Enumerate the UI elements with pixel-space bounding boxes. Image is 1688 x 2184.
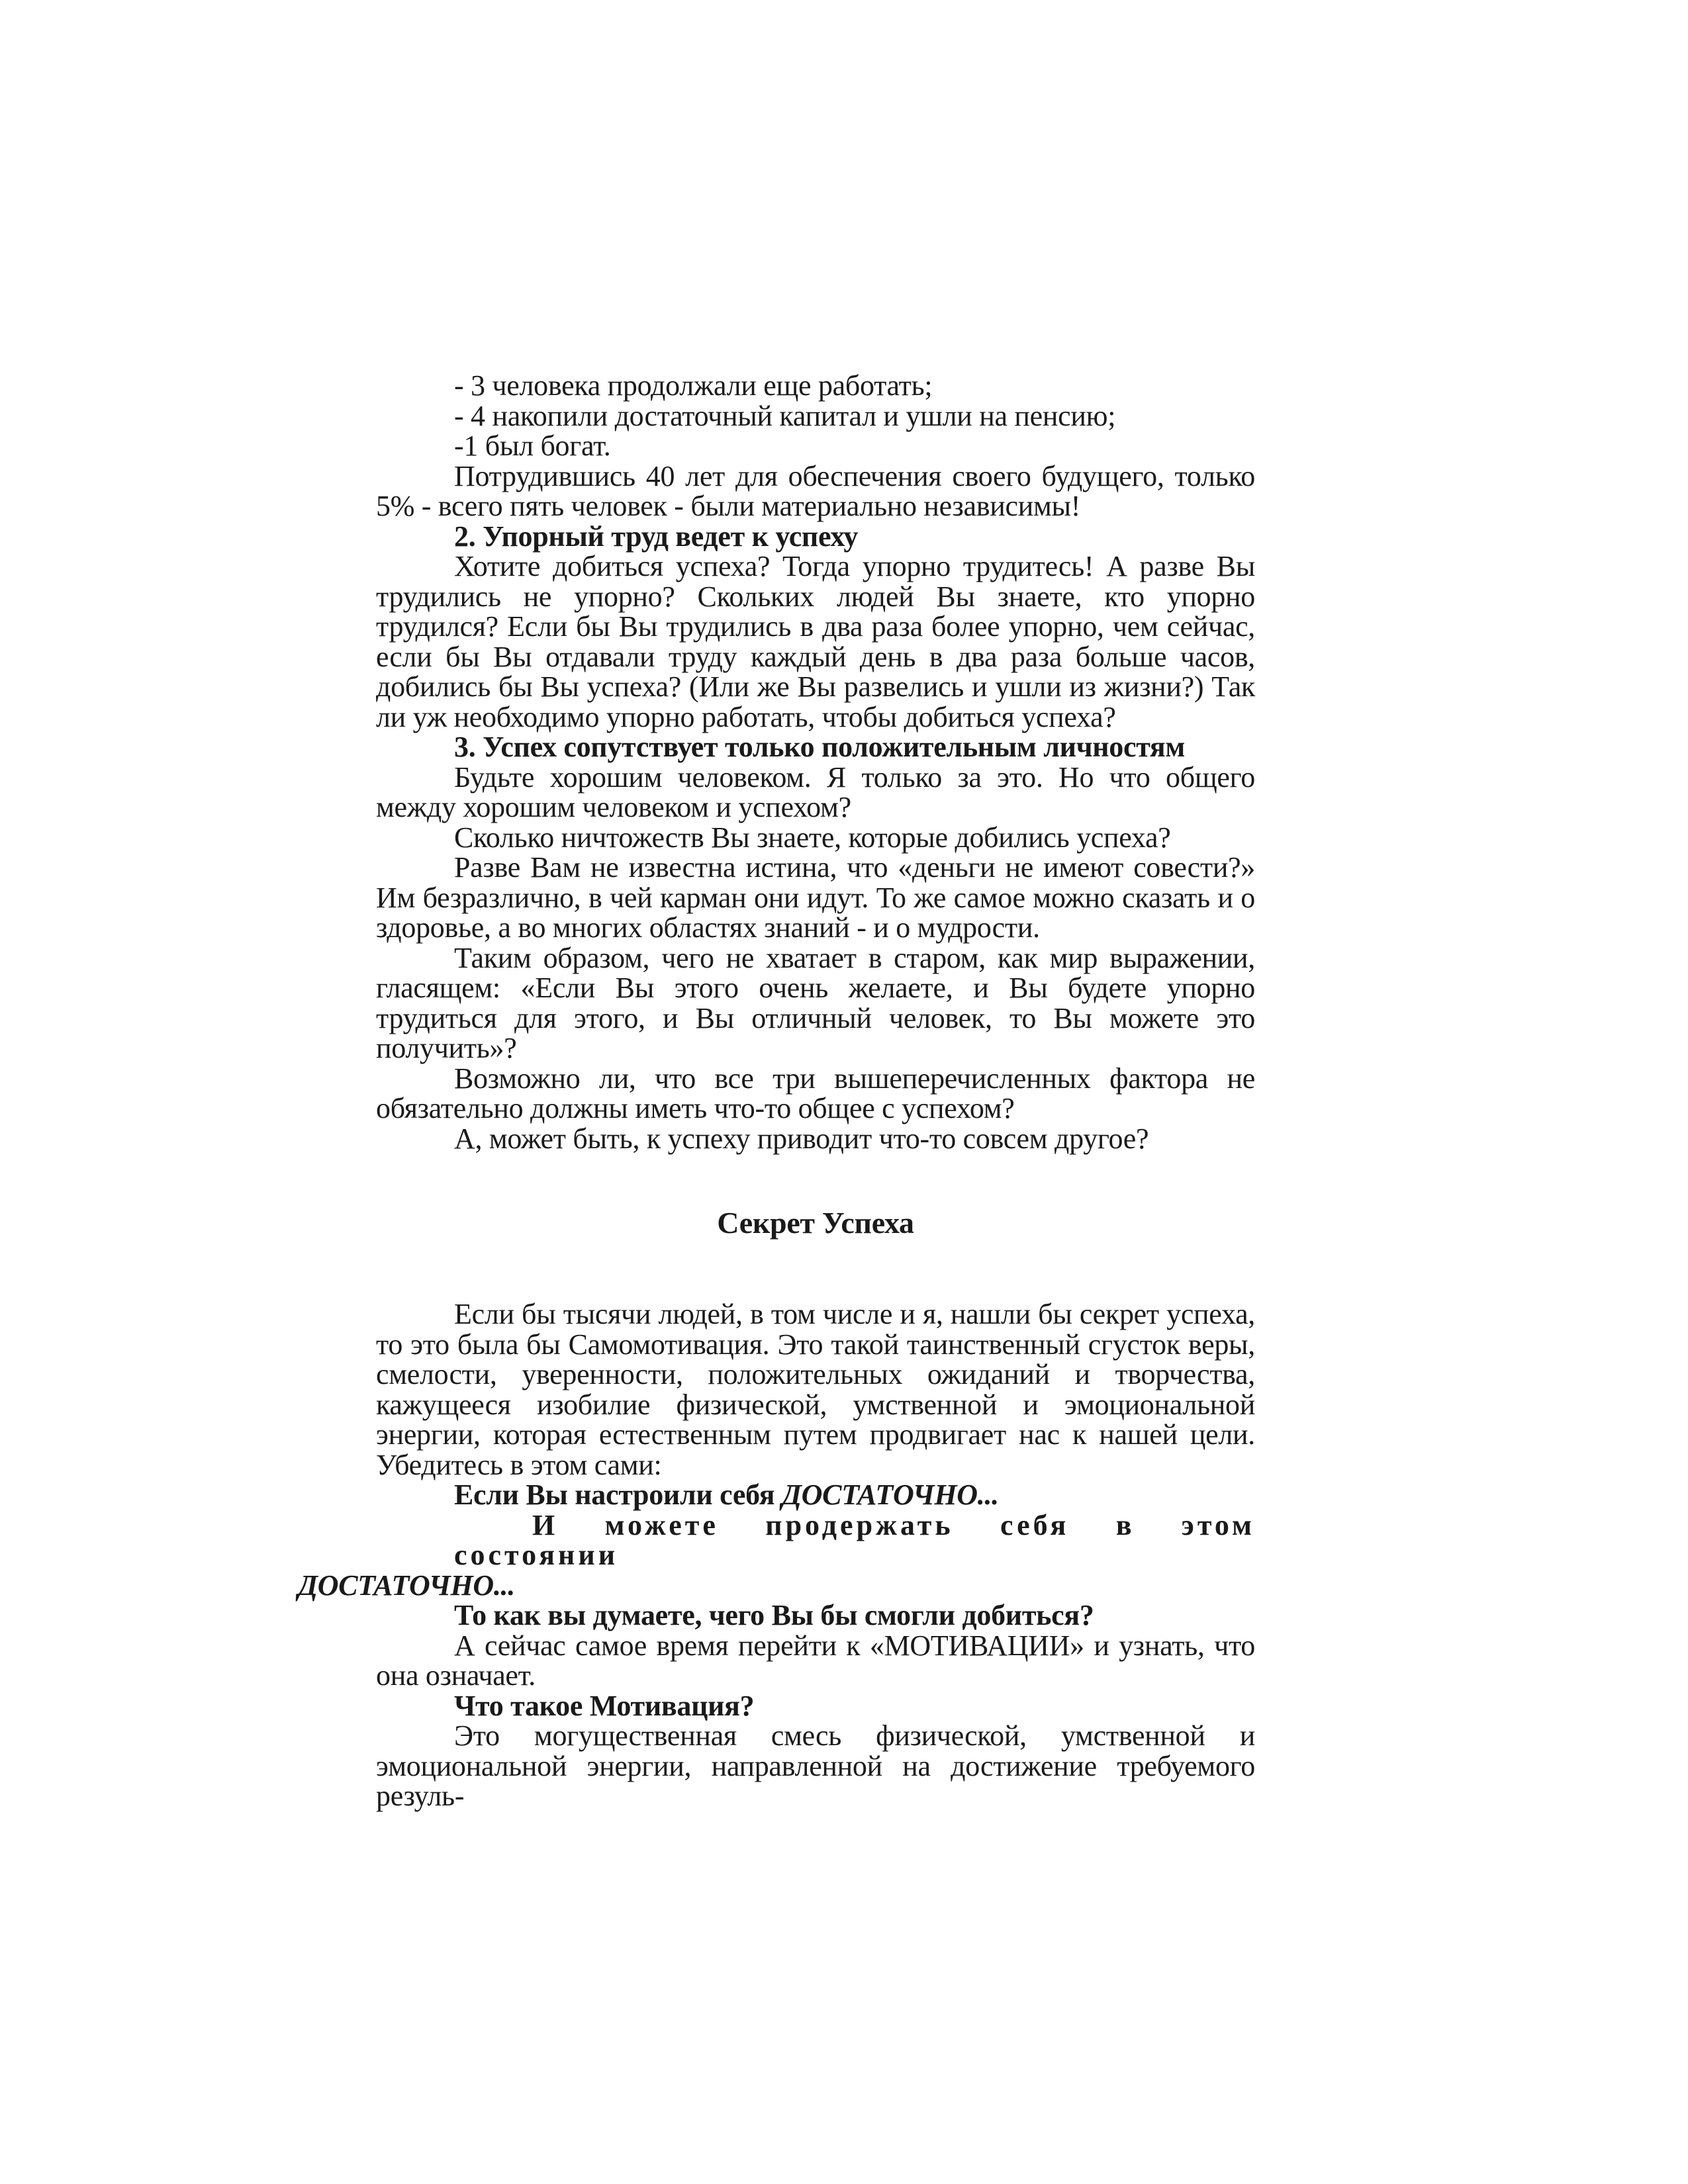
paragraph: Сколько ничтожеств Вы знаете, которые добились успеха? (454, 821, 1171, 854)
paragraph-hard-work: Хотите добиться успеха? Тогда упорно трудитесь! А разве Вы трудились не упорно? Скольких людей Вы знаете, кто упорно трудился? Если бы Вы трудились в два раза более упорно, чем сейчас, если бы Вы отдавали труду каждый день в два раза больше часов, добились бы Вы успеха? (Или же Вы развелись и ушли из жизни?) Так ли уж необходимо упорно работать, чтобы добиться успеха? (376, 550, 1255, 733)
paragraph: А, может быть, к успеху приводит что-то совсем другое? (454, 1122, 1149, 1155)
emphasis-text: Если Вы настроили себя (454, 1479, 782, 1511)
subheading-motivation: Что такое Мотивация? (454, 1689, 755, 1722)
paragraph: Таким образом, чего не хватает в старом, как мир выражении, гласящем: «Если Вы этого очень желаете, и Вы будете упорно трудиться для этого, и Вы отличный человек, то Вы можете это получить»? (376, 941, 1255, 1064)
emphasis-line (376, 1480, 1255, 1510)
emphasis-italic: ДОСТАТОЧНО... (781, 1479, 999, 1511)
intro-paragraph: Если бы тысячи людей, в том числе и я, нашли бы секрет успеха, то это была бы Самомотивация. Это такой таинственный сгусток веры, смелости, уверенности, положительных ожиданий и творчества, кажущееся изобилие физической, умственной и эмоциональной энергии, которая естественным путем продвигает нас к нашей цели. Убедитесь в этом сами: (376, 1298, 1255, 1481)
list-item: - 4 накопили достаточный капитал и ушли на пенсию; (454, 399, 1116, 432)
emphasis-italic: ДОСТАТОЧНО... (298, 1569, 515, 1602)
emphasis-text: И можете продержать себя в этом состоянии (454, 1508, 1255, 1571)
paragraph: Будьте хорошим человеком. Я только за это. Но что общего между хорошим человеком и успехом? (376, 760, 1255, 823)
paragraph-definition: Это могущественная смесь физической, умственной и эмоциональной энергии, направленной на достижение требуемого резуль- (376, 1719, 1255, 1812)
subheading-positive-personalities: 3. Успех сопутствует только положительным личностям (454, 731, 1186, 763)
paragraph: А сейчас самое время перейти к «МОТИВАЦИИ» и узнать, что она означает. (376, 1629, 1255, 1692)
emphasis-line (298, 1508, 1255, 1602)
paragraph: Разве Вам не известна истина, что «деньги не имеют совести?» Им безразлично, в чей карман они идут. То же самое можно сказать и о здоровье, а во многих областях знаний - и о мудрости. (376, 851, 1255, 944)
document-page (298, 369, 1255, 1812)
list-item: -1 был богат. (454, 430, 611, 462)
summary-paragraph: Потрудившись 40 лет для обеспечения своего будущего, только 5% - всего пять человек - были материально независимы! (376, 459, 1255, 522)
subheading-hard-work: 2. Упорный труд ведет к успеху (454, 520, 859, 553)
list-item: - 3 человека продолжали еще работать; (454, 369, 933, 402)
paragraph: Возможно ли, что все три вышеперечисленных фактора не обязательно должны иметь что-то общее с успехом? (376, 1062, 1255, 1124)
emphasis-question: То как вы думаете, чего Вы бы смогли добиться? (454, 1599, 1094, 1631)
section-title: Секрет Успеха (717, 1206, 914, 1240)
